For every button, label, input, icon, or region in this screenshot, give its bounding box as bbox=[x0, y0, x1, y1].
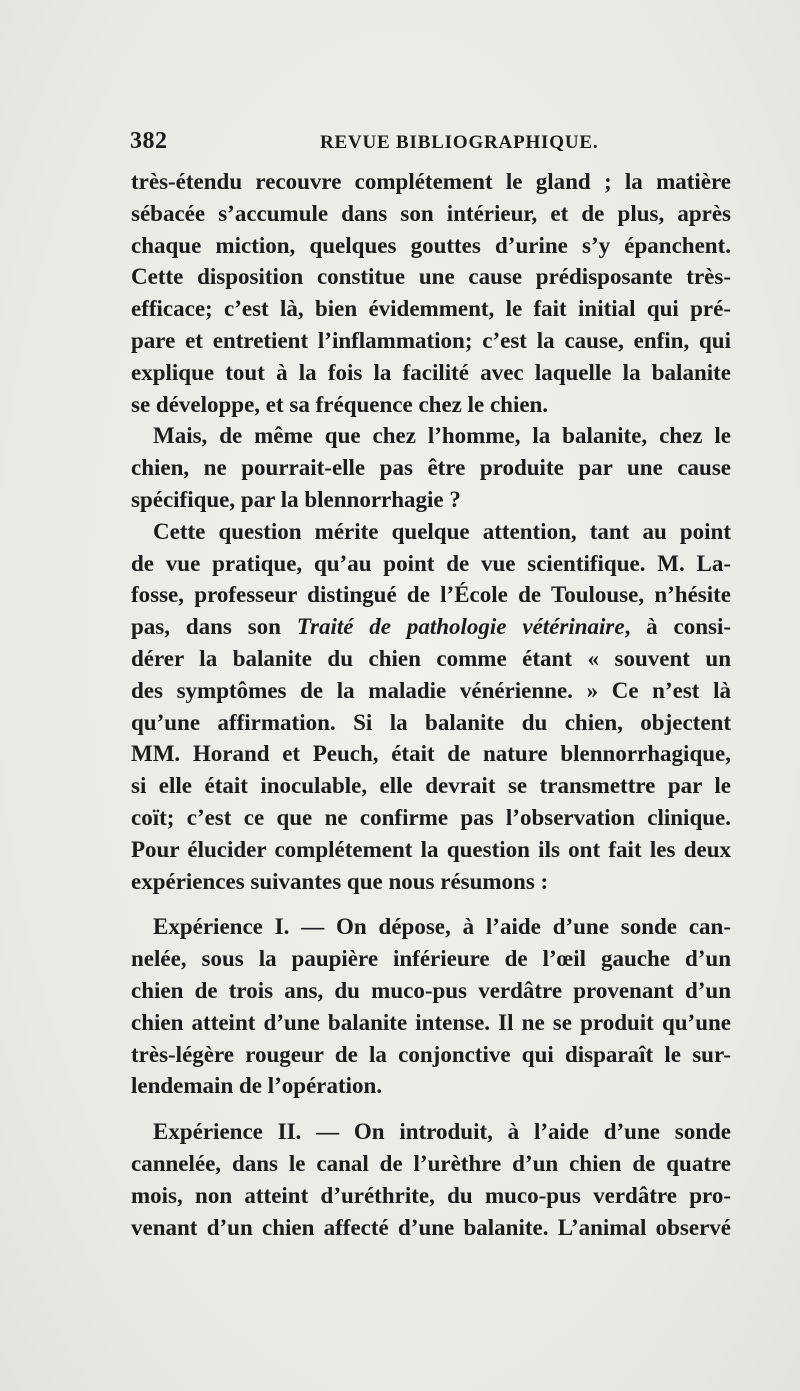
book-title: Traité de pathologie vétérinaire bbox=[296, 614, 625, 640]
text-line: Mais, de même que chez l’homme, la balanite, chez le bbox=[153, 423, 731, 449]
text-line-with-title bbox=[131, 611, 731, 643]
text-line: sébacée s’accumule dans son intérieur, et de plus, après bbox=[131, 200, 731, 226]
text-line: nelée, sous la paupière inférieure de l’œil gauche d’un bbox=[131, 946, 731, 972]
text-line: Pour élucider complétement la question ils ont fait les deux bbox=[131, 836, 731, 862]
text-line: si elle était inoculable, elle devrait se transmettre par le bbox=[131, 773, 731, 799]
text-line: spécifique, par la blennorrhagie ? bbox=[131, 486, 461, 512]
text-line: chien de trois ans, du muco-pus verdâtre provenant d’un bbox=[131, 977, 731, 1003]
text-line: chien atteint d’une balanite intense. Il ne se produit qu’une bbox=[131, 1009, 731, 1035]
text-line: venant d’un chien affecté d’une balanite. L’animal observé bbox=[131, 1214, 731, 1240]
text-line: qu’une affirmation. Si la balanite du chien, objectent bbox=[131, 709, 731, 735]
text-line: se développe, et sa fréquence chez le chien. bbox=[131, 391, 549, 417]
text-line: Expérience I. — On dépose, à l’aide d’une sonde can- bbox=[153, 914, 731, 940]
text-line: fosse, professeur distingué de l’École de Toulouse, n’hésite bbox=[131, 582, 731, 608]
text-line: Cette disposition constitue une cause prédisposante très- bbox=[131, 264, 731, 290]
page-number: 382 bbox=[130, 128, 168, 154]
text-line: très-légère rougeur de la conjonctive qui disparaît le sur- bbox=[131, 1041, 731, 1067]
text-line: mois, non atteint d’uréthrite, du muco-pus verdâtre pro- bbox=[131, 1182, 731, 1208]
text-line: cannelée, dans le canal de l’urèthre d’un chien de quatre bbox=[131, 1150, 731, 1176]
text-line: lendemain de l’opération. bbox=[131, 1073, 383, 1099]
text-line: expériences suivantes que nous résumons : bbox=[131, 868, 549, 894]
text-line: chaque miction, quelques gouttes d’urine s’y épanchent. bbox=[131, 232, 731, 258]
text-line: très-étendu recouvre complétement le gland ; la matière bbox=[131, 169, 731, 194]
paragraph-gap bbox=[131, 897, 731, 911]
text-line: efficace; c’est là, bien évidemment, le fait initial qui pré- bbox=[131, 296, 731, 322]
text-line: de vue pratique, qu’au point de vue scientifique. M. La- bbox=[131, 550, 731, 576]
body-text bbox=[131, 166, 731, 1243]
text-line: MM. Horand et Peuch, était de nature blennorrhagique, bbox=[131, 741, 731, 767]
text-line: Cette question mérite quelque attention, tant au point bbox=[153, 518, 731, 544]
text-fragment: , à consi- bbox=[624, 614, 731, 640]
paragraph-gap bbox=[131, 1102, 731, 1116]
page-header bbox=[130, 128, 730, 158]
text-line: chien, ne pourrait-elle pas être produite par une cause bbox=[131, 455, 731, 481]
text-line: des symptômes de la maladie vénérienne. » Ce n’est là bbox=[131, 677, 731, 703]
text-fragment: pas, dans son bbox=[131, 614, 297, 640]
text-line: explique tout à la fois la facilité avec laquelle la balanite bbox=[131, 359, 731, 385]
text-line: Expérience II. — On introduit, à l’aide d’une sonde bbox=[153, 1119, 731, 1145]
text-line: coït; c’est ce que ne confirme pas l’observation clinique. bbox=[131, 804, 731, 830]
text-line: pare et entretient l’inflammation; c’est la cause, enfin, qui bbox=[131, 327, 731, 353]
running-head: REVUE BIBLIOGRAPHIQUE. bbox=[320, 132, 599, 153]
text-line: dérer la balanite du chien comme étant « souvent un bbox=[131, 645, 731, 671]
